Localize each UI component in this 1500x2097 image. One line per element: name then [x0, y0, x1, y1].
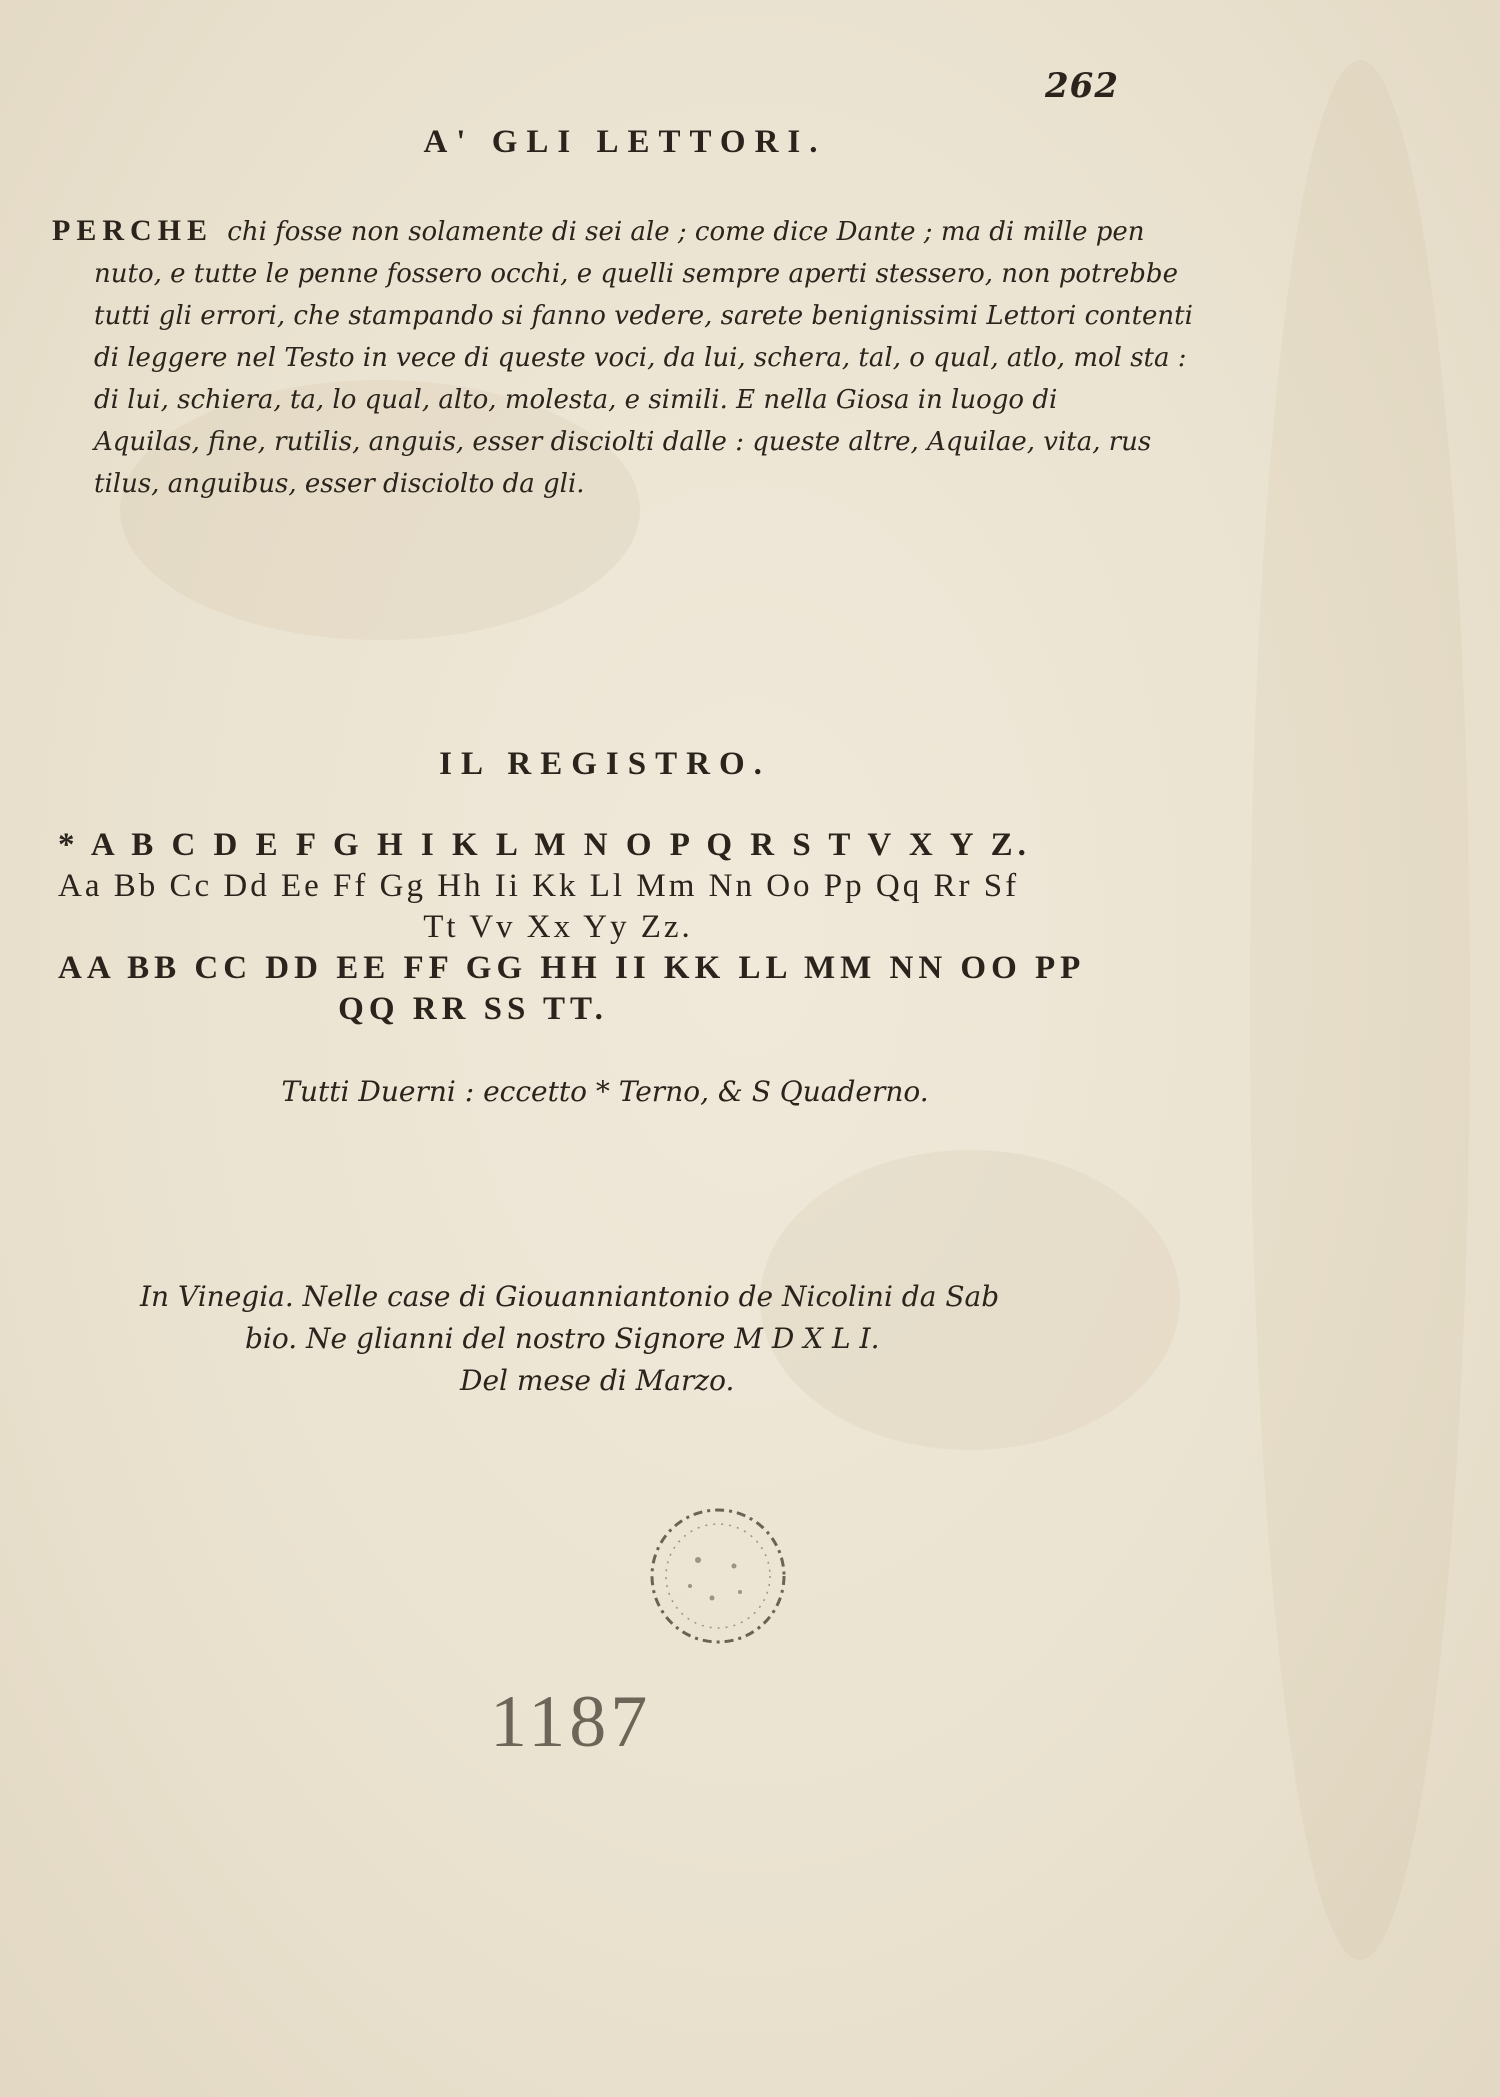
register-row-capitals-cont: QQ RR SS TT.	[338, 991, 608, 1027]
errata-line-7: tilus, anguibus, esser disciolto da gli.	[94, 469, 585, 499]
register-note: Tutti Duerni : eccetto * Terno, & S Quaderno.	[281, 1075, 929, 1108]
heading-register: IL REGISTRO.	[439, 746, 771, 782]
register-row-double: Aa Bb Cc Dd Ee Ff Gg Hh Ii Kk Ll Mm Nn Oo Pp Qq Rr Sf	[58, 868, 1020, 904]
errata-line-4: di leggere nel Testo in vece di queste voci, da lui, schera, tal, o qual, atlo, mol sta :	[94, 343, 1187, 373]
library-stamp	[646, 1500, 791, 1650]
heading-to-readers: A' GLI LETTORI.	[423, 124, 827, 160]
errata-first-word: PERCHE	[52, 214, 214, 247]
register-row-capitals: AA BB CC DD EE FF GG HH II KK LL MM NN OO PP	[58, 950, 1086, 986]
errata-line-3: tutti gli errori, che stampando si fanno vedere, sarete benignissimi Lettori contenti	[94, 301, 1193, 331]
register-row-single: * A B C D E F G H I K L M N O P Q R S T V X Y Z.	[58, 827, 1031, 863]
errata-line-6: Aquilas, fine, rutilis, anguis, esser disciolti dalle : queste altre, Aquilae, vita, rus	[94, 427, 1152, 457]
colophon-line-3: Del mese di Marzo.	[460, 1364, 735, 1397]
colophon-line-2: bio. Ne glianni del nostro Signore M D X L I.	[245, 1322, 880, 1355]
errata-paragraph	[52, 210, 1193, 505]
shelfmark-number: 1187	[490, 1681, 652, 1763]
errata-line-5: di lui, schiera, ta, lo qual, alto, molesta, e simili. E nella Giosa in luogo di	[94, 385, 1058, 415]
page-number: 262	[1045, 66, 1119, 106]
colophon-line-1: In Vinegia. Nelle case di Giouanniantonio de Nicolini da Sab	[140, 1280, 1000, 1313]
register-of-signatures	[58, 825, 1178, 1030]
errata-line-2: nuto, e tutte le penne fossero occhi, e quelli sempre aperti stessero, non potrebbe	[94, 259, 1178, 289]
errata-line-1: PERCHE chi fosse non solamente di sei ale ; come dice Dante ; ma di mille pen	[52, 214, 1145, 247]
paper-stain	[1250, 60, 1470, 1960]
colophon	[140, 1276, 1080, 1402]
register-row-double-cont: Tt Vv Xx Yy Zz.	[423, 909, 693, 945]
